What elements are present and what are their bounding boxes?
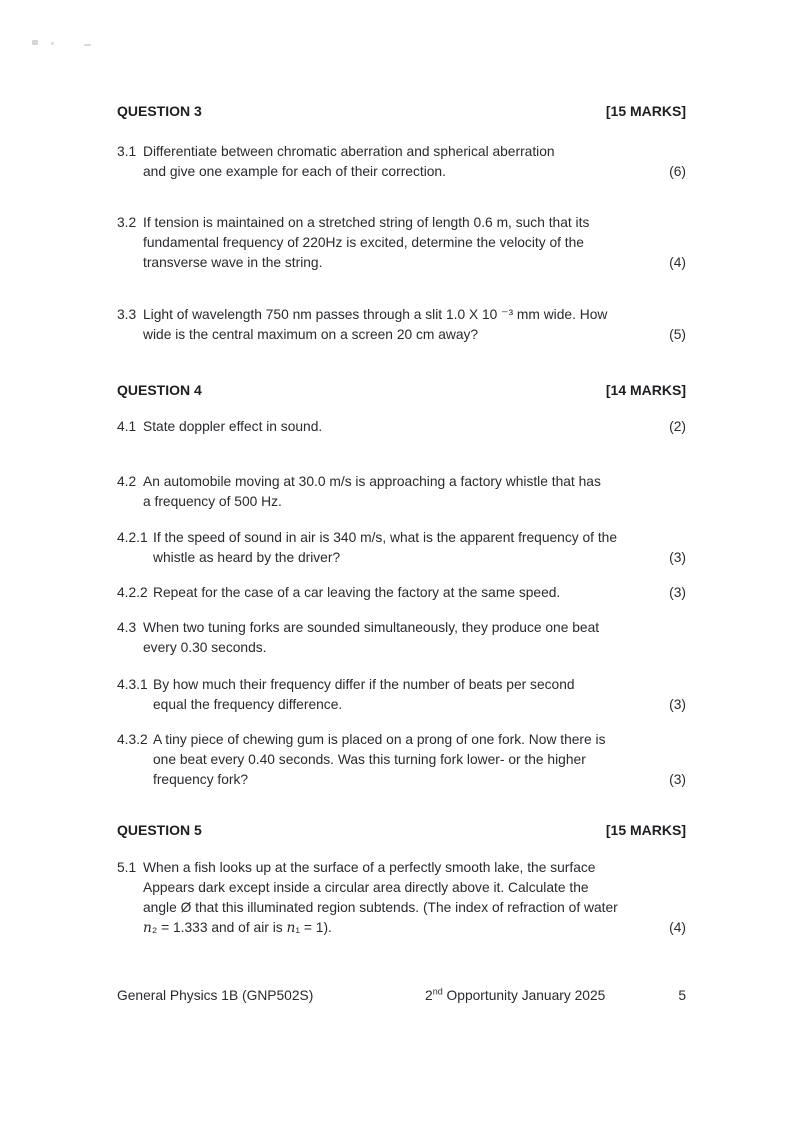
item-text-line: If the speed of sound in air is 340 m/s, what is the apparent frequency of the (153, 530, 618, 545)
item-text (143, 417, 686, 437)
item-text-line: When two tuning forks are sounded simultaneously, they produce one beat (143, 620, 600, 635)
question-item-4.2.2 (117, 583, 686, 603)
question-item-4.2.1 (117, 528, 686, 568)
item-marks: (2) (669, 419, 686, 434)
question-title: QUESTION 4 (117, 382, 202, 398)
item-text-line: angle Ø that this illuminated region subtends. (The index of refraction of water (143, 900, 618, 915)
item-text-line: State doppler effect in sound. (143, 419, 323, 434)
item-text (143, 142, 686, 182)
item-text-line: n₂ = 1.333 and of air is n₁ = 1). (143, 920, 332, 936)
item-text-line: Light of wavelength 750 nm passes through a slit 1.0 X 10 ⁻³ mm wide. How (143, 307, 608, 322)
item-text-line: If tension is maintained on a stretched string of length 0.6 m, such that its (143, 215, 590, 230)
question-item-4.3 (117, 618, 686, 658)
item-text (143, 213, 686, 273)
item-text (153, 528, 686, 568)
question-total-marks: [14 MARKS] (605, 382, 686, 398)
scan-artifact (51, 42, 54, 45)
item-number: 3.1 (117, 144, 137, 159)
question-item-5.1 (117, 858, 686, 938)
item-text-line: equal the frequency difference. (153, 697, 343, 712)
item-text (143, 305, 686, 345)
question-item-3.3 (117, 305, 686, 345)
item-number: 4.3.1 (117, 677, 148, 692)
question-title: QUESTION 5 (117, 822, 202, 838)
item-text-line: every 0.30 seconds. (143, 640, 267, 655)
item-marks: (3) (669, 772, 686, 787)
item-text-line: transverse wave in the string. (143, 255, 323, 270)
item-text (153, 675, 686, 715)
item-text-line: frequency fork? (153, 772, 249, 787)
item-marks: (5) (669, 327, 686, 342)
item-text (153, 583, 686, 603)
scan-artifact (84, 44, 91, 46)
footer-page-number: 5 (678, 988, 686, 1003)
question-heading-q3 (117, 101, 686, 121)
item-marks: (3) (669, 585, 686, 600)
item-number: 4.3 (117, 620, 137, 635)
question-item-4.1 (117, 417, 686, 437)
item-text-line: Differentiate between chromatic aberration and spherical aberration (143, 144, 555, 159)
item-text (143, 858, 686, 938)
footer-exam-session (425, 986, 605, 1006)
question-item-4.3.1 (117, 675, 686, 715)
item-text (153, 730, 686, 790)
question-item-4.3.2 (117, 730, 686, 790)
item-text-line: wide is the central maximum on a screen 20 cm away? (143, 327, 479, 342)
item-text-line: When a fish looks up at the surface of a perfectly smooth lake, the surface (143, 860, 596, 875)
item-text-line: a frequency of 500 Hz. (143, 494, 282, 509)
item-text-line: Repeat for the case of a car leaving the factory at the same speed. (153, 585, 561, 600)
item-number: 4.3.2 (117, 732, 148, 747)
footer-course-title: General Physics 1B (GNP502S) (117, 988, 314, 1003)
item-number: 4.2.1 (117, 530, 148, 545)
item-text-line: fundamental frequency of 220Hz is excited, determine the velocity of the (143, 235, 584, 250)
question-title: QUESTION 3 (117, 103, 202, 119)
question-heading-q4 (117, 380, 686, 400)
item-text (143, 472, 686, 512)
question-total-marks: [15 MARKS] (605, 103, 686, 119)
item-number: 3.3 (117, 307, 137, 322)
item-marks: (3) (669, 697, 686, 712)
item-text-line: one beat every 0.40 seconds. Was this turning fork lower- or the higher (153, 752, 586, 767)
footer-session-rest: Opportunity January 2025 (442, 988, 606, 1003)
item-text-line: and give one example for each of their correction. (143, 164, 446, 179)
question-item-4.2 (117, 472, 686, 512)
page-footer (117, 986, 686, 1006)
item-text (143, 618, 686, 658)
item-number: 4.2 (117, 474, 137, 489)
item-marks: (4) (669, 255, 686, 270)
item-number: 5.1 (117, 860, 137, 875)
item-text-line: whistle as heard by the driver? (153, 550, 341, 565)
item-text-line: A tiny piece of chewing gum is placed on a prong of one fork. Now there is (153, 732, 606, 747)
footer-session-ordinal: nd (432, 986, 443, 997)
item-number: 4.1 (117, 419, 137, 434)
item-text-line: Appears dark except inside a circular area directly above it. Calculate the (143, 880, 589, 895)
item-number: 4.2.2 (117, 585, 148, 600)
question-heading-q5 (117, 820, 686, 840)
question-content (117, 101, 686, 938)
item-marks: (6) (669, 164, 686, 179)
scan-artifact (32, 40, 38, 45)
question-item-3.2 (117, 213, 686, 273)
item-marks: (4) (669, 920, 686, 935)
item-text-line: By how much their frequency differ if the number of beats per second (153, 677, 575, 692)
item-number: 3.2 (117, 215, 137, 230)
question-total-marks: [15 MARKS] (605, 822, 686, 838)
item-text-line: An automobile moving at 30.0 m/s is approaching a factory whistle that has (143, 474, 601, 489)
footer-session-number: 2 (425, 988, 433, 1003)
question-item-3.1 (117, 142, 686, 182)
item-marks: (3) (669, 550, 686, 565)
